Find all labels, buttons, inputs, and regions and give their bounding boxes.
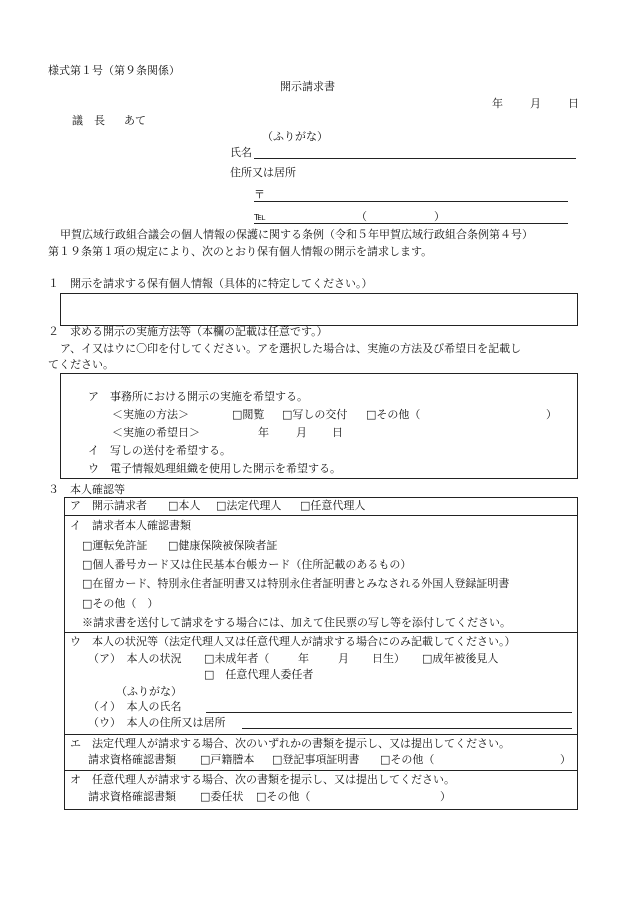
section2-note-2: てください。 — [48, 358, 114, 371]
intro-line-1: 甲賀広域行政組合議会の個人情報の保護に関する条例（令和５年甲賀広域行政組合条例第４号） — [60, 228, 533, 241]
tel-label: ℡ — [254, 210, 266, 223]
applicant-furigana-label: （ふりがな） — [262, 130, 328, 143]
principal-furigana-label: （ふりがな） — [116, 685, 182, 698]
section3-heading: ３ 本人確認等 — [48, 483, 125, 496]
requester-voluntary-agent-checkbox[interactable]: □任意代理人 — [300, 499, 366, 512]
section2-note-1: ア、イ又はウに〇印を付してください。アを選択した場合は、実施の方法及び希望日を記載し — [60, 342, 522, 355]
id-drivers-license-checkbox[interactable]: □運転免許証 — [82, 539, 148, 552]
principal-address-field[interactable] — [242, 728, 572, 729]
method-other-close: ） — [546, 408, 557, 421]
principal-status-heading: ウ 本人の状況等（法定代理人又は任意代理人が請求する場合にのみ記載してください。） — [70, 635, 516, 648]
intro-line-2: 第１９条第１項の規定により、次のとおり保有個人情報の開示を請求します。 — [48, 245, 433, 258]
requester-label: ア 開示請求者 — [70, 499, 147, 512]
principal-minor-checkbox[interactable]: □未成年者（ — [204, 652, 270, 665]
date-month-label: 月 — [530, 97, 541, 110]
legal-agent-docs-heading: エ 法定代理人が請求する場合、次のいずれかの書類を提示し、又は提出してください。 — [70, 737, 510, 750]
voluntary-other-checkbox[interactable]: □その他（ — [256, 790, 311, 803]
legal-other-checkbox[interactable]: □その他（ — [380, 753, 435, 766]
date-day-label: 日 — [568, 97, 579, 110]
row-divider — [64, 770, 578, 771]
section1-input-box[interactable] — [60, 293, 578, 326]
applicant-address-field[interactable] — [254, 201, 568, 202]
birth-month-label: 月 — [338, 652, 349, 665]
tel-paren-open: （ — [356, 210, 367, 223]
principal-voluntary-checkbox[interactable]: □ 任意代理人委任者 — [204, 668, 314, 681]
desired-date-year: 年 — [258, 426, 269, 439]
option-a-label[interactable]: ア 事務所における開示の実施を希望する。 — [88, 390, 308, 403]
desired-date-label: ＜実施の希望日＞ — [112, 426, 200, 439]
legal-family-register-checkbox[interactable]: □戸籍謄本 — [200, 753, 255, 766]
section2-heading: ２ 求める開示の実施方法等（本欄の記載は任意です。） — [48, 325, 328, 338]
method-view-checkbox[interactable]: □閲覧 — [232, 408, 265, 421]
page-title: 開示請求書 — [280, 80, 335, 93]
id-health-insurance-checkbox[interactable]: □健康保険被保険者証 — [168, 539, 278, 552]
method-label: ＜実施の方法＞ — [112, 408, 189, 421]
applicant-name-label: 氏名 — [230, 146, 252, 159]
desired-date-day: 日 — [332, 426, 343, 439]
desired-date-month: 月 — [296, 426, 307, 439]
id-mynumber-card-checkbox[interactable]: □個人番号カード又は住民基本台帳カード（住所記載のあるもの） — [82, 558, 412, 571]
legal-other-close: ） — [560, 753, 571, 766]
requester-self-checkbox[interactable]: □本人 — [168, 499, 201, 512]
legal-registry-cert-checkbox[interactable]: □登記事項証明書 — [272, 753, 360, 766]
requester-legal-agent-checkbox[interactable]: □法定代理人 — [216, 499, 282, 512]
voluntary-other-close: ） — [440, 790, 451, 803]
row-divider — [64, 734, 578, 735]
row-divider — [64, 632, 578, 633]
option-i-label[interactable]: イ 写しの送付を希望する。 — [88, 444, 231, 457]
principal-adult-ward-checkbox[interactable]: □成年被後見人 — [422, 652, 499, 665]
form-number: 様式第１号（第９条関係） — [48, 64, 180, 77]
principal-status-label: （ア） 本人の状況 — [88, 652, 182, 665]
postal-mark: 〒 — [254, 188, 265, 201]
date-year-label: 年 — [492, 97, 503, 110]
principal-address-label: （ウ） 本人の住所又は居所 — [88, 716, 226, 729]
section1-heading: １ 開示を請求する保有個人情報（具体的に特定してください。） — [48, 277, 373, 290]
id-docs-note: ※請求書を送付して請求をする場合には、加えて住民票の写し等を添付してください。 — [82, 616, 511, 629]
id-residence-card-checkbox[interactable]: □在留カード、特別永住者証明書又は特別永住者証明書とみなされる外国人登録証明書 — [82, 577, 510, 590]
option-u-label[interactable]: ウ 電子情報処理組織を使用した開示を希望する。 — [88, 462, 341, 475]
method-other-checkbox[interactable]: □その他（ — [366, 408, 421, 421]
voluntary-power-of-attorney-checkbox[interactable]: □委任状 — [200, 790, 244, 803]
tel-paren-close: ） — [434, 210, 445, 223]
applicant-name-field[interactable] — [254, 158, 576, 159]
birth-year-label: 年 — [298, 652, 309, 665]
voluntary-agent-docs-label: 請求資格確認書類 — [88, 790, 176, 803]
addressee-suffix: あて — [124, 114, 146, 127]
principal-name-label: （イ） 本人の氏名 — [88, 700, 182, 713]
method-copy-checkbox[interactable]: □写しの交付 — [282, 408, 348, 421]
applicant-address-label: 住所又は居所 — [230, 166, 296, 179]
addressee: 議 長 — [72, 114, 105, 127]
tel-field[interactable] — [254, 223, 568, 224]
row-divider — [64, 515, 578, 516]
voluntary-agent-docs-heading: オ 任意代理人が請求する場合、次の書類を提示し、又は提出してください。 — [70, 773, 455, 786]
id-docs-label: イ 請求者本人確認書類 — [70, 519, 191, 532]
principal-name-field[interactable] — [206, 712, 572, 713]
id-other-checkbox[interactable]: □その他（ ） — [82, 597, 159, 610]
birth-day-label: 日生） — [372, 652, 405, 665]
legal-agent-docs-label: 請求資格確認書類 — [88, 753, 176, 766]
